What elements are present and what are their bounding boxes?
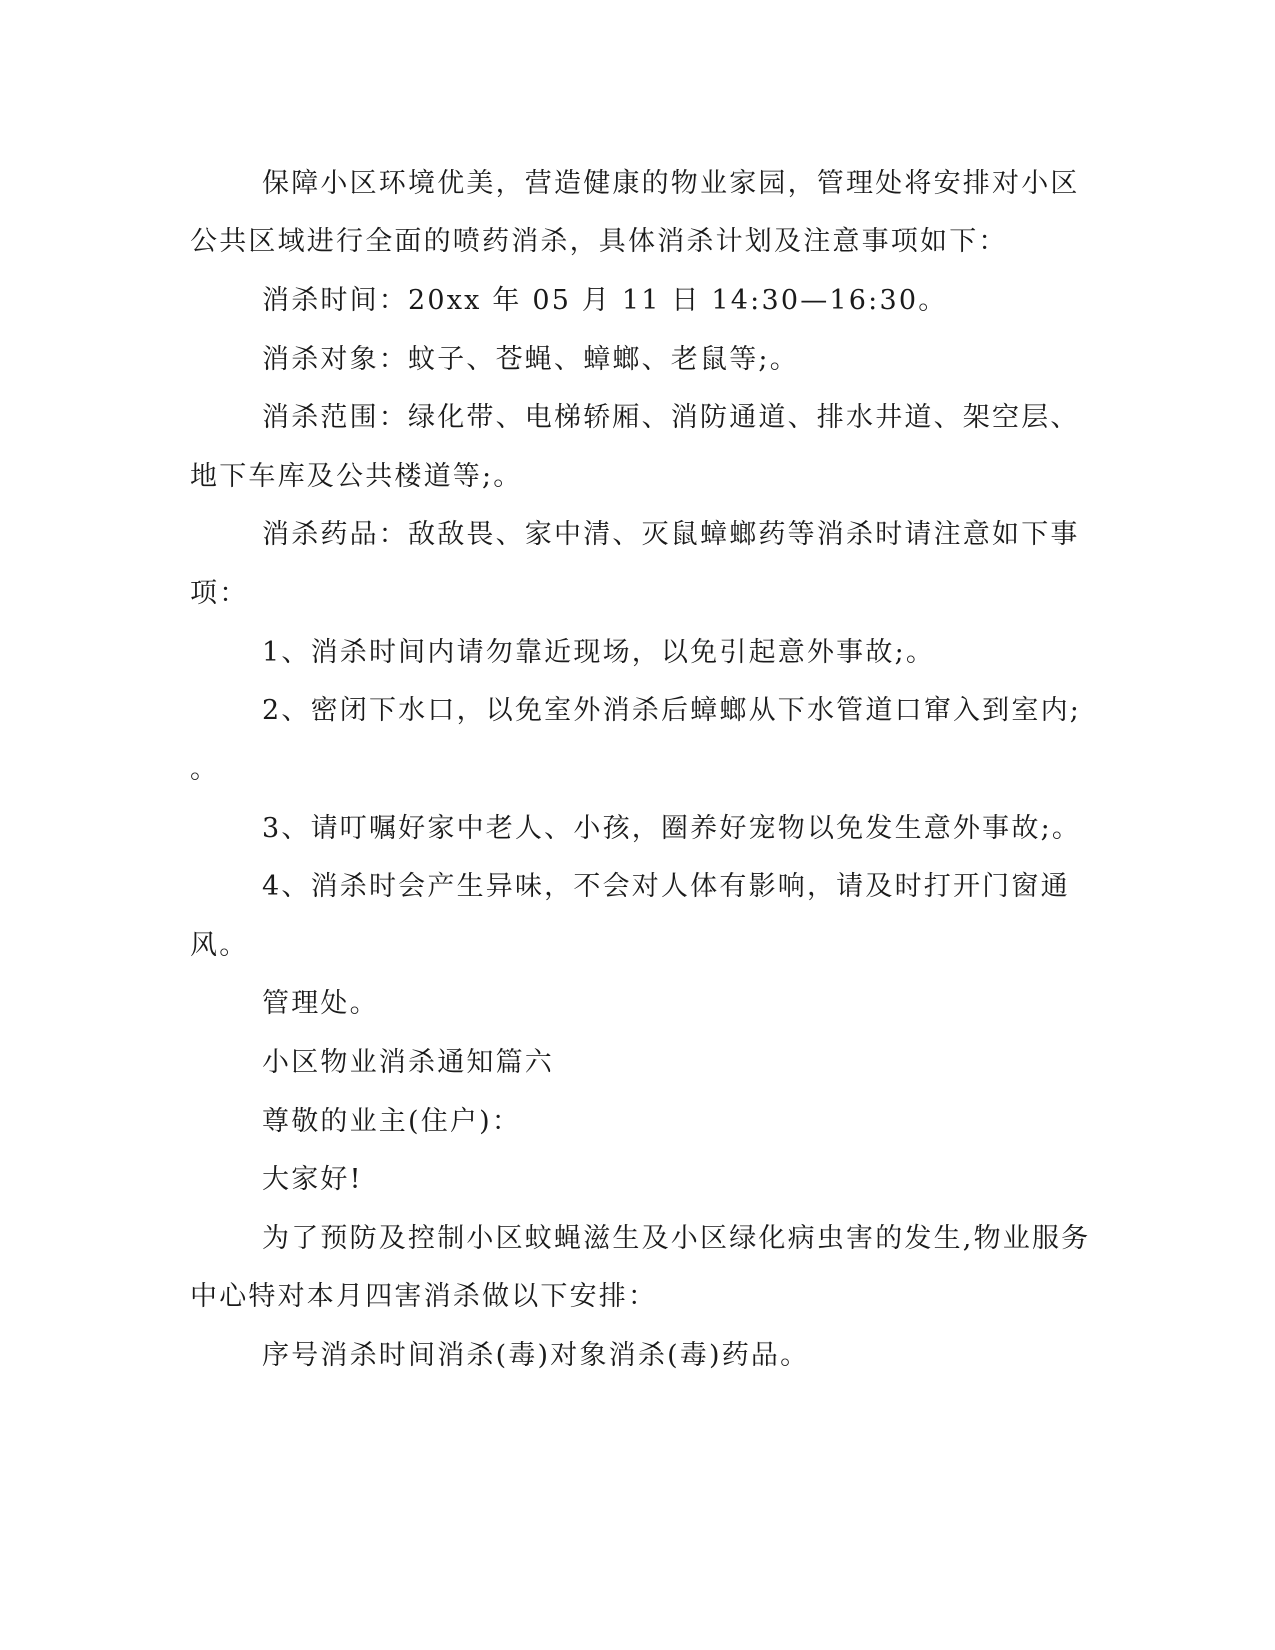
disinfection-chemicals-line-2: 项： xyxy=(190,578,249,609)
notice-item-4-line-2: 风。 xyxy=(190,930,249,961)
paragraph-purpose-line-1: 为了预防及控制小区蚊蝇滋生及小区绿化病虫害的发生,物业服务 xyxy=(262,1223,1091,1254)
disinfection-targets: 消杀对象：蚊子、苍蝇、蟑螂、老鼠等;。 xyxy=(262,344,799,375)
greeting: 大家好! xyxy=(262,1164,363,1195)
disinfection-chemicals-line-1: 消杀药品：敌敌畏、家中清、灭鼠蟑螂药等消杀时请注意如下事 xyxy=(262,519,1080,550)
notice-item-2-line-1: 2、密闭下水口，以免室外消杀后蟑螂从下水管道口窜入到室内; xyxy=(262,695,1082,726)
notice-item-2-line-2: 。 xyxy=(190,754,220,785)
disinfection-scope-line-1: 消杀范围：绿化带、电梯轿厢、消防通道、排水井道、架空层、 xyxy=(262,402,1080,433)
disinfection-scope-line-2: 地下车库及公共楼道等;。 xyxy=(190,461,523,492)
table-header-text: 序号消杀时间消杀(毒)对象消杀(毒)药品。 xyxy=(262,1340,810,1371)
notice-item-3: 3、请叮嘱好家中老人、小孩，圈养好宠物以免发生意外事故;。 xyxy=(262,813,1082,844)
signature-management-office: 管理处。 xyxy=(262,988,379,1019)
paragraph-intro-line-2: 公共区域进行全面的喷药消杀，具体消杀计划及注意事项如下： xyxy=(190,226,1008,257)
paragraph-intro-line-1: 保障小区环境优美，营造健康的物业家园，管理处将安排对小区 xyxy=(262,168,1080,199)
paragraph-purpose-line-2: 中心特对本月四害消杀做以下安排： xyxy=(190,1281,658,1312)
notice-item-1: 1、消杀时间内请勿靠近现场，以免引起意外事故;。 xyxy=(262,637,936,668)
notice-item-4-line-1: 4、消杀时会产生异味，不会对人体有影响，请及时打开门窗通 xyxy=(262,871,1070,902)
section-title: 小区物业消杀通知篇六 xyxy=(262,1047,554,1078)
salutation: 尊敬的业主(住户)： xyxy=(262,1106,522,1137)
disinfection-time: 消杀时间：20xx 年 05 月 11 日 14:30—16:30。 xyxy=(262,285,948,316)
